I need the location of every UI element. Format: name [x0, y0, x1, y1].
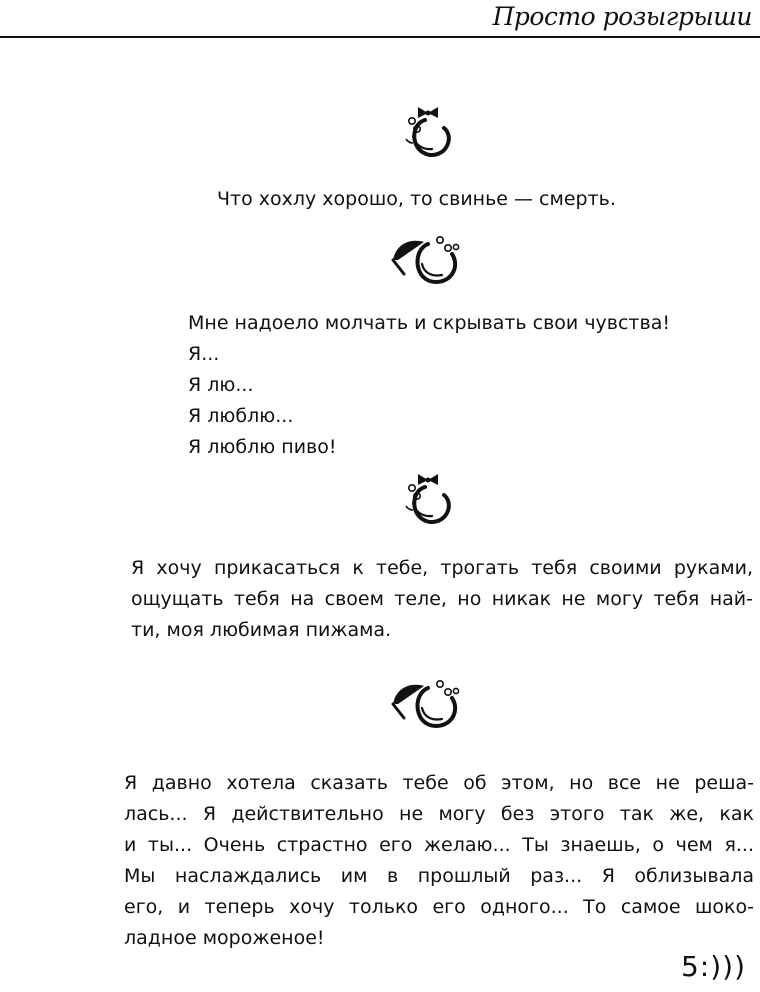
joke-4-line: Я давно хотела сказать тебе об этом, но все не реша-: [124, 772, 754, 794]
header-title: Просто розыгрыши: [492, 2, 752, 31]
smiley-bow-icon: [398, 98, 460, 162]
joke-4-line: и ты... Очень страстно его желаю... Ты знаешь, о чем я...: [124, 834, 754, 856]
joke-4-line: его, и теперь хочу только его одного... То самое шоко-: [124, 896, 754, 918]
joke-2-line: Я...: [188, 343, 220, 365]
joke-4-line: ладное мороженое!: [124, 927, 325, 949]
joke-2-line: Я люблю пиво!: [188, 436, 337, 458]
smiley-bow-icon: [398, 465, 460, 529]
joke-2-line: Я люблю...: [188, 405, 294, 427]
joke-4: [124, 768, 754, 954]
smiley-cap-icon: [390, 230, 470, 288]
running-header: [0, 0, 760, 40]
joke-4-line: лась... Я действительно не могу без этого так же, как: [124, 803, 754, 825]
joke-2-line: Я лю...: [188, 374, 254, 396]
joke-3: [131, 553, 753, 646]
header-rule: [0, 36, 760, 38]
joke-2-line: Мне надоело молчать и скрывать свои чувства!: [188, 312, 670, 334]
joke-1-line: Что хохлу хорошо, то свинье — смерть.: [217, 188, 616, 210]
joke-3-line: ти, моя любимая пижама.: [131, 619, 392, 641]
joke-1: [217, 184, 616, 215]
page-number: 5:))): [680, 950, 746, 983]
joke-3-line: ощущать тебя на своем теле, но никак не могу тебя най-: [131, 588, 753, 610]
joke-4-line: Мы наслаждались им в прошлый раз... Я облизывала: [124, 865, 754, 887]
joke-2: [188, 308, 670, 463]
smiley-cap-icon: [390, 674, 470, 732]
joke-3-line: Я хочу прикасаться к тебе, трогать тебя своими руками,: [131, 557, 753, 579]
